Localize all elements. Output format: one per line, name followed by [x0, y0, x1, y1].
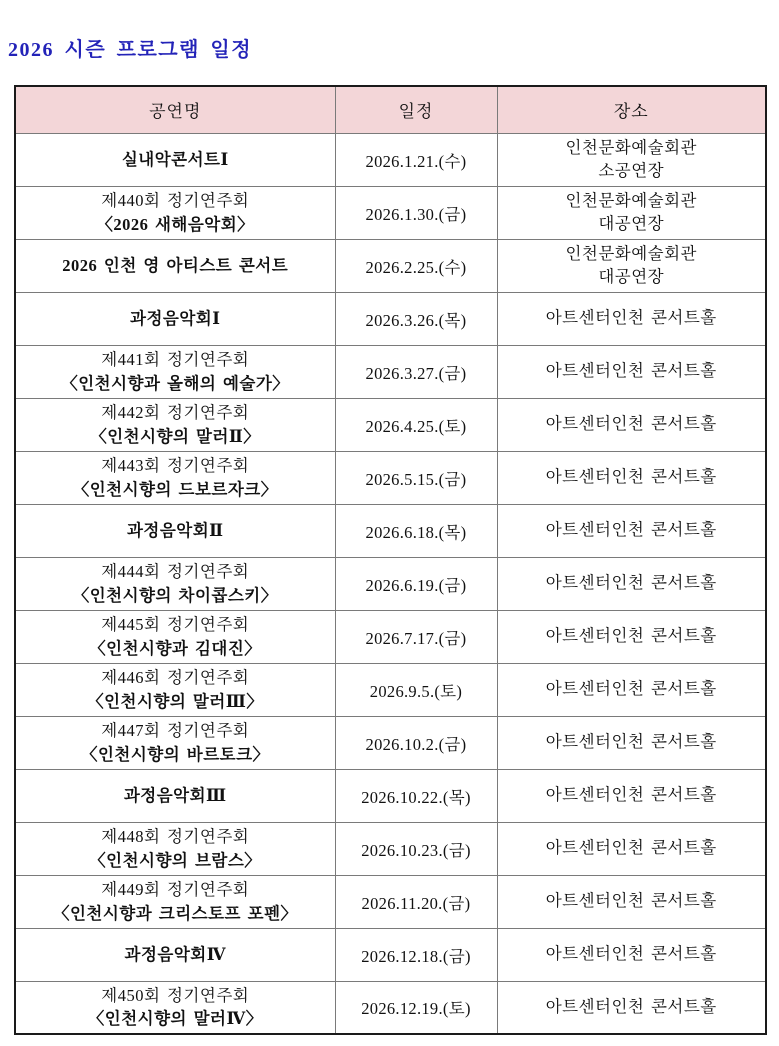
table-row	[15, 981, 766, 1034]
venue-cell	[497, 822, 766, 875]
performance-name-line: 제448회 정기연주회	[101, 827, 250, 847]
table-row	[15, 769, 766, 822]
date-cell: 2026.10.23.(금)	[335, 822, 497, 875]
table-header-row	[15, 86, 766, 133]
venue-cell	[497, 769, 766, 822]
venue-cell	[497, 292, 766, 345]
schedule-table-body	[15, 133, 766, 1034]
date-cell: 2026.10.2.(금)	[335, 716, 497, 769]
table-row	[15, 928, 766, 981]
table-row	[15, 292, 766, 345]
venue-line: 인천문화예술회관	[565, 243, 697, 263]
date-cell: 2026.5.15.(금)	[335, 451, 497, 504]
date-cell: 2026.12.18.(금)	[335, 928, 497, 981]
venue-line: 인천문화예술회관	[565, 137, 697, 157]
performance-name-line: 과정음악회Ⅳ	[124, 944, 226, 964]
table-row	[15, 875, 766, 928]
venue-cell	[497, 451, 766, 504]
date-cell: 2026.6.18.(목)	[335, 504, 497, 557]
performance-name-line: 과정음악회Ⅲ	[123, 785, 227, 805]
venue-line: 아트센터인천 콘서트홀	[545, 361, 717, 381]
performance-name-line: 제445회 정기연주회	[101, 615, 250, 635]
venue-line: 아트센터인천 콘서트홀	[545, 308, 717, 328]
venue-line: 소공연장	[598, 160, 665, 180]
performance-name-line: 제441회 정기연주회	[101, 350, 250, 370]
date-cell: 2026.3.26.(목)	[335, 292, 497, 345]
performance-name-line: 제446회 정기연주회	[101, 668, 250, 688]
date-cell: 2026.11.20.(금)	[335, 875, 497, 928]
table-row	[15, 504, 766, 557]
date-cell: 2026.7.17.(금)	[335, 610, 497, 663]
venue-cell	[497, 398, 766, 451]
performance-name-line: 제444회 정기연주회	[101, 562, 250, 582]
performance-name-cell	[15, 398, 335, 451]
venue-cell	[497, 981, 766, 1034]
venue-line: 아트센터인천 콘서트홀	[545, 891, 717, 911]
venue-line: 인천문화예술회관	[565, 190, 697, 210]
venue-cell	[497, 345, 766, 398]
date-cell: 2026.6.19.(금)	[335, 557, 497, 610]
performance-name-line: 과정음악회Ⅰ	[130, 308, 221, 328]
performance-name-cell	[15, 822, 335, 875]
performance-name-line: 제449회 정기연주회	[101, 880, 250, 900]
performance-name-line: 제450회 정기연주회	[101, 985, 250, 1005]
venue-line: 아트센터인천 콘서트홀	[545, 785, 717, 805]
venue-line: 아트센터인천 콘서트홀	[545, 573, 717, 593]
performance-name-cell	[15, 451, 335, 504]
performance-name-cell	[15, 504, 335, 557]
performance-name-line: 제442회 정기연주회	[101, 403, 250, 423]
date-cell: 2026.10.22.(목)	[335, 769, 497, 822]
performance-name-line: 〈인천시향의 바르토크〉	[80, 744, 270, 764]
venue-line: 아트센터인천 콘서트홀	[545, 838, 717, 858]
performance-name-line: 〈인천시향의 말러Ⅲ〉	[87, 691, 264, 711]
table-row	[15, 398, 766, 451]
table-row	[15, 610, 766, 663]
venue-line: 대공연장	[598, 266, 665, 286]
venue-cell	[497, 928, 766, 981]
performance-name-line: 제440회 정기연주회	[101, 191, 250, 211]
venue-line: 아트센터인천 콘서트홀	[545, 626, 717, 646]
performance-name-line: 〈2026 새해음악회〉	[96, 214, 255, 234]
performance-name-line: 〈인천시향과 올해의 예술가〉	[61, 373, 290, 393]
date-cell: 2026.1.21.(수)	[335, 133, 497, 186]
table-row	[15, 451, 766, 504]
performance-name-line: 〈인천시향의 차이콥스키〉	[72, 585, 278, 605]
performance-name-line: 2026 인천 영 아티스트 콘서트	[62, 255, 289, 275]
venue-line: 아트센터인천 콘서트홀	[545, 414, 717, 434]
venue-cell	[497, 504, 766, 557]
performance-name-cell	[15, 769, 335, 822]
venue-cell	[497, 186, 766, 239]
table-row	[15, 345, 766, 398]
column-header-venue: 장소	[497, 86, 766, 133]
venue-line: 아트센터인천 콘서트홀	[545, 467, 717, 487]
performance-name-line: 〈인천시향과 김대진〉	[89, 638, 262, 658]
performance-name-line: 제447회 정기연주회	[101, 721, 250, 741]
performance-name-line: 실내악콘서트Ⅰ	[121, 149, 229, 169]
venue-line: 아트센터인천 콘서트홀	[545, 679, 717, 699]
venue-line: 아트센터인천 콘서트홀	[545, 520, 717, 540]
venue-cell	[497, 663, 766, 716]
venue-cell	[497, 716, 766, 769]
performance-name-cell	[15, 716, 335, 769]
table-row	[15, 186, 766, 239]
performance-name-line: 제443회 정기연주회	[101, 456, 250, 476]
performance-name-cell	[15, 133, 335, 186]
table-row	[15, 557, 766, 610]
venue-line: 대공연장	[598, 213, 665, 233]
date-cell: 2026.4.25.(토)	[335, 398, 497, 451]
column-header-performance: 공연명	[15, 86, 335, 133]
venue-line: 아트센터인천 콘서트홀	[545, 732, 717, 752]
venue-cell	[497, 610, 766, 663]
performance-name-cell	[15, 663, 335, 716]
performance-name-cell	[15, 875, 335, 928]
venue-cell	[497, 875, 766, 928]
performance-name-cell	[15, 610, 335, 663]
date-cell: 2026.1.30.(금)	[335, 186, 497, 239]
venue-line: 아트센터인천 콘서트홀	[545, 944, 717, 964]
performance-name-line: 〈인천시향의 드보르자크〉	[72, 479, 278, 499]
performance-name-line: 과정음악회Ⅱ	[126, 520, 224, 540]
performance-name-cell	[15, 292, 335, 345]
performance-name-line: 〈인천시향의 말러Ⅱ〉	[90, 426, 261, 446]
date-cell: 2026.2.25.(수)	[335, 239, 497, 292]
column-header-date: 일정	[335, 86, 497, 133]
date-cell: 2026.3.27.(금)	[335, 345, 497, 398]
performance-name-cell	[15, 239, 335, 292]
date-cell: 2026.9.5.(토)	[335, 663, 497, 716]
venue-line: 아트센터인천 콘서트홀	[545, 996, 717, 1016]
performance-name-cell	[15, 186, 335, 239]
date-cell: 2026.12.19.(토)	[335, 981, 497, 1034]
performance-name-cell	[15, 928, 335, 981]
table-row	[15, 716, 766, 769]
venue-cell	[497, 133, 766, 186]
performance-name-line: 〈인천시향의 브람스〉	[89, 850, 262, 870]
performance-name-line: 〈인천시향의 말러Ⅳ〉	[87, 1009, 263, 1029]
table-row	[15, 663, 766, 716]
performance-name-cell	[15, 345, 335, 398]
table-row	[15, 822, 766, 875]
table-row	[15, 239, 766, 292]
performance-name-cell	[15, 557, 335, 610]
page-title: 2026 시즌 프로그램 일정	[8, 39, 253, 61]
venue-cell	[497, 239, 766, 292]
performance-name-line: 〈인천시향과 크리스토프 포펜〉	[52, 903, 298, 923]
venue-cell	[497, 557, 766, 610]
table-row	[15, 133, 766, 186]
schedule-table	[14, 85, 767, 1035]
performance-name-cell	[15, 981, 335, 1034]
